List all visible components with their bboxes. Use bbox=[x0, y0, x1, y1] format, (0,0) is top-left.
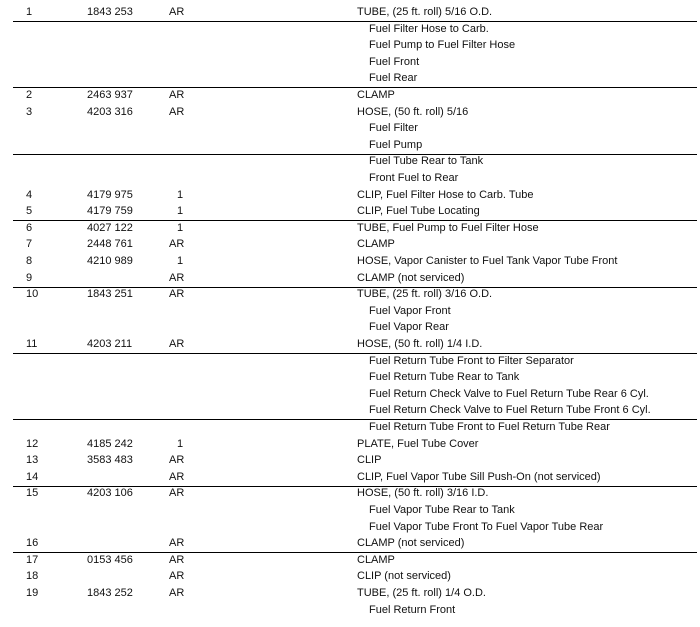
description: HOSE, (50 ft. roll) 5/16 bbox=[357, 105, 469, 118]
part-number: 4203 211 bbox=[87, 338, 133, 350]
table-row bbox=[0, 236, 700, 253]
sub-description: Front Fuel to Rear bbox=[369, 172, 459, 184]
table-row bbox=[0, 436, 700, 453]
item-number: 2 bbox=[26, 89, 33, 101]
quantity: AR bbox=[169, 553, 185, 566]
table-row bbox=[0, 452, 700, 469]
table-row bbox=[0, 87, 700, 104]
description: CLIP, Fuel Vapor Tube Sill Push-On (not serviced) bbox=[357, 470, 601, 483]
table-row bbox=[0, 585, 700, 602]
quantity: 1 bbox=[176, 188, 184, 201]
table-row bbox=[0, 535, 700, 552]
table-row bbox=[0, 485, 700, 502]
description: CLAMP bbox=[357, 553, 395, 566]
item-number: 5 bbox=[26, 205, 33, 218]
quantity: AR bbox=[169, 587, 185, 599]
item-number: 9 bbox=[26, 271, 33, 284]
table-row bbox=[0, 220, 700, 237]
table-row bbox=[0, 153, 700, 170]
table-row bbox=[0, 519, 700, 536]
part-number: 4203 316 bbox=[87, 105, 133, 118]
quantity: 1 bbox=[176, 221, 184, 234]
item-number: 1 bbox=[26, 6, 33, 18]
sub-description: Fuel Rear bbox=[369, 72, 418, 85]
item-number: 16 bbox=[26, 537, 39, 550]
quantity: AR bbox=[169, 487, 185, 500]
part-number: 4210 989 bbox=[87, 255, 133, 267]
quantity: 1 bbox=[176, 205, 184, 218]
table-row bbox=[0, 353, 700, 370]
quantity: AR bbox=[169, 537, 185, 550]
sub-description: Fuel Vapor Tube Rear to Tank bbox=[369, 504, 515, 516]
table-row bbox=[0, 402, 700, 419]
part-number: 4185 242 bbox=[87, 437, 133, 450]
quantity: AR bbox=[169, 271, 185, 284]
part-number: 0153 456 bbox=[87, 553, 133, 566]
table-row bbox=[0, 502, 700, 519]
sub-description: Fuel Vapor Rear bbox=[369, 321, 449, 334]
quantity: 1 bbox=[176, 255, 184, 267]
description: HOSE, (50 ft. roll) 1/4 I.D. bbox=[357, 338, 483, 350]
description: CLAMP bbox=[357, 89, 395, 101]
description: CLIP (not serviced) bbox=[357, 570, 451, 583]
quantity: AR bbox=[169, 89, 185, 101]
sub-description: Fuel Return Front bbox=[369, 603, 456, 616]
description: CLIP bbox=[357, 454, 382, 467]
table-row bbox=[0, 552, 700, 569]
table-row bbox=[0, 253, 700, 270]
sub-description: Fuel Tube Rear to Tank bbox=[369, 155, 484, 168]
table-row bbox=[0, 469, 700, 486]
table-row bbox=[0, 70, 700, 87]
table-row bbox=[0, 386, 700, 403]
table-row bbox=[0, 4, 700, 21]
quantity: AR bbox=[169, 454, 185, 467]
item-number: 7 bbox=[26, 238, 33, 251]
sub-description: Fuel Front bbox=[369, 55, 420, 68]
table-row bbox=[0, 120, 700, 137]
description: CLAMP bbox=[357, 238, 395, 251]
table-row bbox=[0, 303, 700, 320]
item-number: 15 bbox=[26, 487, 39, 500]
sub-description: Fuel Filter bbox=[369, 122, 418, 135]
part-number: 4179 975 bbox=[87, 188, 133, 201]
table-row bbox=[0, 104, 700, 121]
description: HOSE, Vapor Canister to Fuel Tank Vapor Tube Front bbox=[357, 255, 618, 267]
description: CLAMP (not serviced) bbox=[357, 537, 465, 550]
quantity: 1 bbox=[176, 437, 184, 450]
part-number: 4203 106 bbox=[87, 487, 133, 500]
part-number: 1843 253 bbox=[87, 6, 133, 18]
table-row bbox=[0, 21, 700, 38]
sub-description: Fuel Return Tube Rear to Tank bbox=[369, 371, 520, 384]
part-number: 1843 251 bbox=[87, 288, 133, 301]
sub-description: Fuel Vapor Tube Front To Fuel Vapor Tube Rear bbox=[369, 520, 604, 533]
description: HOSE, (50 ft. roll) 3/16 I.D. bbox=[357, 487, 489, 500]
description: PLATE, Fuel Tube Cover bbox=[357, 437, 479, 450]
description: TUBE, (25 ft. roll) 3/16 O.D. bbox=[357, 288, 493, 301]
description: CLIP, Fuel Tube Locating bbox=[357, 205, 480, 218]
table-row bbox=[0, 319, 700, 336]
table-row bbox=[0, 336, 700, 353]
part-number: 1843 252 bbox=[87, 587, 133, 599]
item-number: 14 bbox=[26, 470, 39, 483]
sub-description: Fuel Return Tube Front to Fuel Return Tube Rear bbox=[369, 421, 610, 433]
sub-description: Fuel Return Tube Front to Filter Separator bbox=[369, 354, 574, 367]
part-number: 4179 759 bbox=[87, 205, 133, 218]
description: TUBE, (25 ft. roll) 1/4 O.D. bbox=[357, 587, 486, 599]
quantity: AR bbox=[169, 570, 185, 583]
table-row bbox=[0, 369, 700, 386]
quantity: AR bbox=[169, 105, 185, 118]
item-number: 4 bbox=[26, 188, 33, 201]
item-number: 10 bbox=[26, 288, 39, 301]
sub-description: Fuel Vapor Front bbox=[369, 304, 451, 317]
table-row bbox=[0, 270, 700, 287]
sub-description: Fuel Filter Hose to Carb. bbox=[369, 22, 489, 35]
quantity: AR bbox=[169, 238, 185, 251]
table-row bbox=[0, 286, 700, 303]
item-number: 19 bbox=[26, 587, 39, 599]
sub-description: Fuel Pump to Fuel Filter Hose bbox=[369, 39, 516, 52]
part-number: 4027 122 bbox=[87, 221, 133, 234]
quantity: AR bbox=[169, 288, 185, 301]
sub-description: Fuel Pump bbox=[369, 138, 423, 151]
table-row bbox=[0, 187, 700, 204]
quantity: AR bbox=[169, 6, 185, 18]
table-row bbox=[0, 37, 700, 54]
item-number: 17 bbox=[26, 553, 39, 566]
table-row bbox=[0, 568, 700, 585]
item-number: 18 bbox=[26, 570, 39, 583]
description: CLIP, Fuel Filter Hose to Carb. Tube bbox=[357, 188, 534, 201]
table-row bbox=[0, 170, 700, 187]
table-row bbox=[0, 419, 700, 436]
part-number: 2463 937 bbox=[87, 89, 133, 101]
table-row bbox=[0, 54, 700, 71]
table-row bbox=[0, 137, 700, 154]
table-row bbox=[0, 203, 700, 220]
sub-description: Fuel Return Check Valve to Fuel Return Tube Rear 6 Cyl. bbox=[369, 387, 649, 400]
quantity: AR bbox=[169, 470, 185, 483]
item-number: 11 bbox=[26, 338, 38, 350]
sub-description: Fuel Return Check Valve to Fuel Return Tube Front 6 Cyl. bbox=[369, 404, 651, 417]
quantity: AR bbox=[169, 338, 185, 350]
item-number: 8 bbox=[26, 255, 33, 267]
item-number: 13 bbox=[26, 454, 39, 467]
item-number: 3 bbox=[26, 105, 33, 118]
table-row bbox=[0, 602, 700, 619]
description: TUBE, Fuel Pump to Fuel Filter Hose bbox=[357, 221, 539, 234]
description: TUBE, (25 ft. roll) 5/16 O.D. bbox=[357, 6, 493, 18]
description: CLAMP (not serviced) bbox=[357, 271, 465, 284]
item-number: 6 bbox=[26, 221, 33, 234]
part-number: 2448 761 bbox=[87, 238, 133, 251]
item-number: 12 bbox=[26, 437, 39, 450]
part-number: 3583 483 bbox=[87, 454, 133, 467]
